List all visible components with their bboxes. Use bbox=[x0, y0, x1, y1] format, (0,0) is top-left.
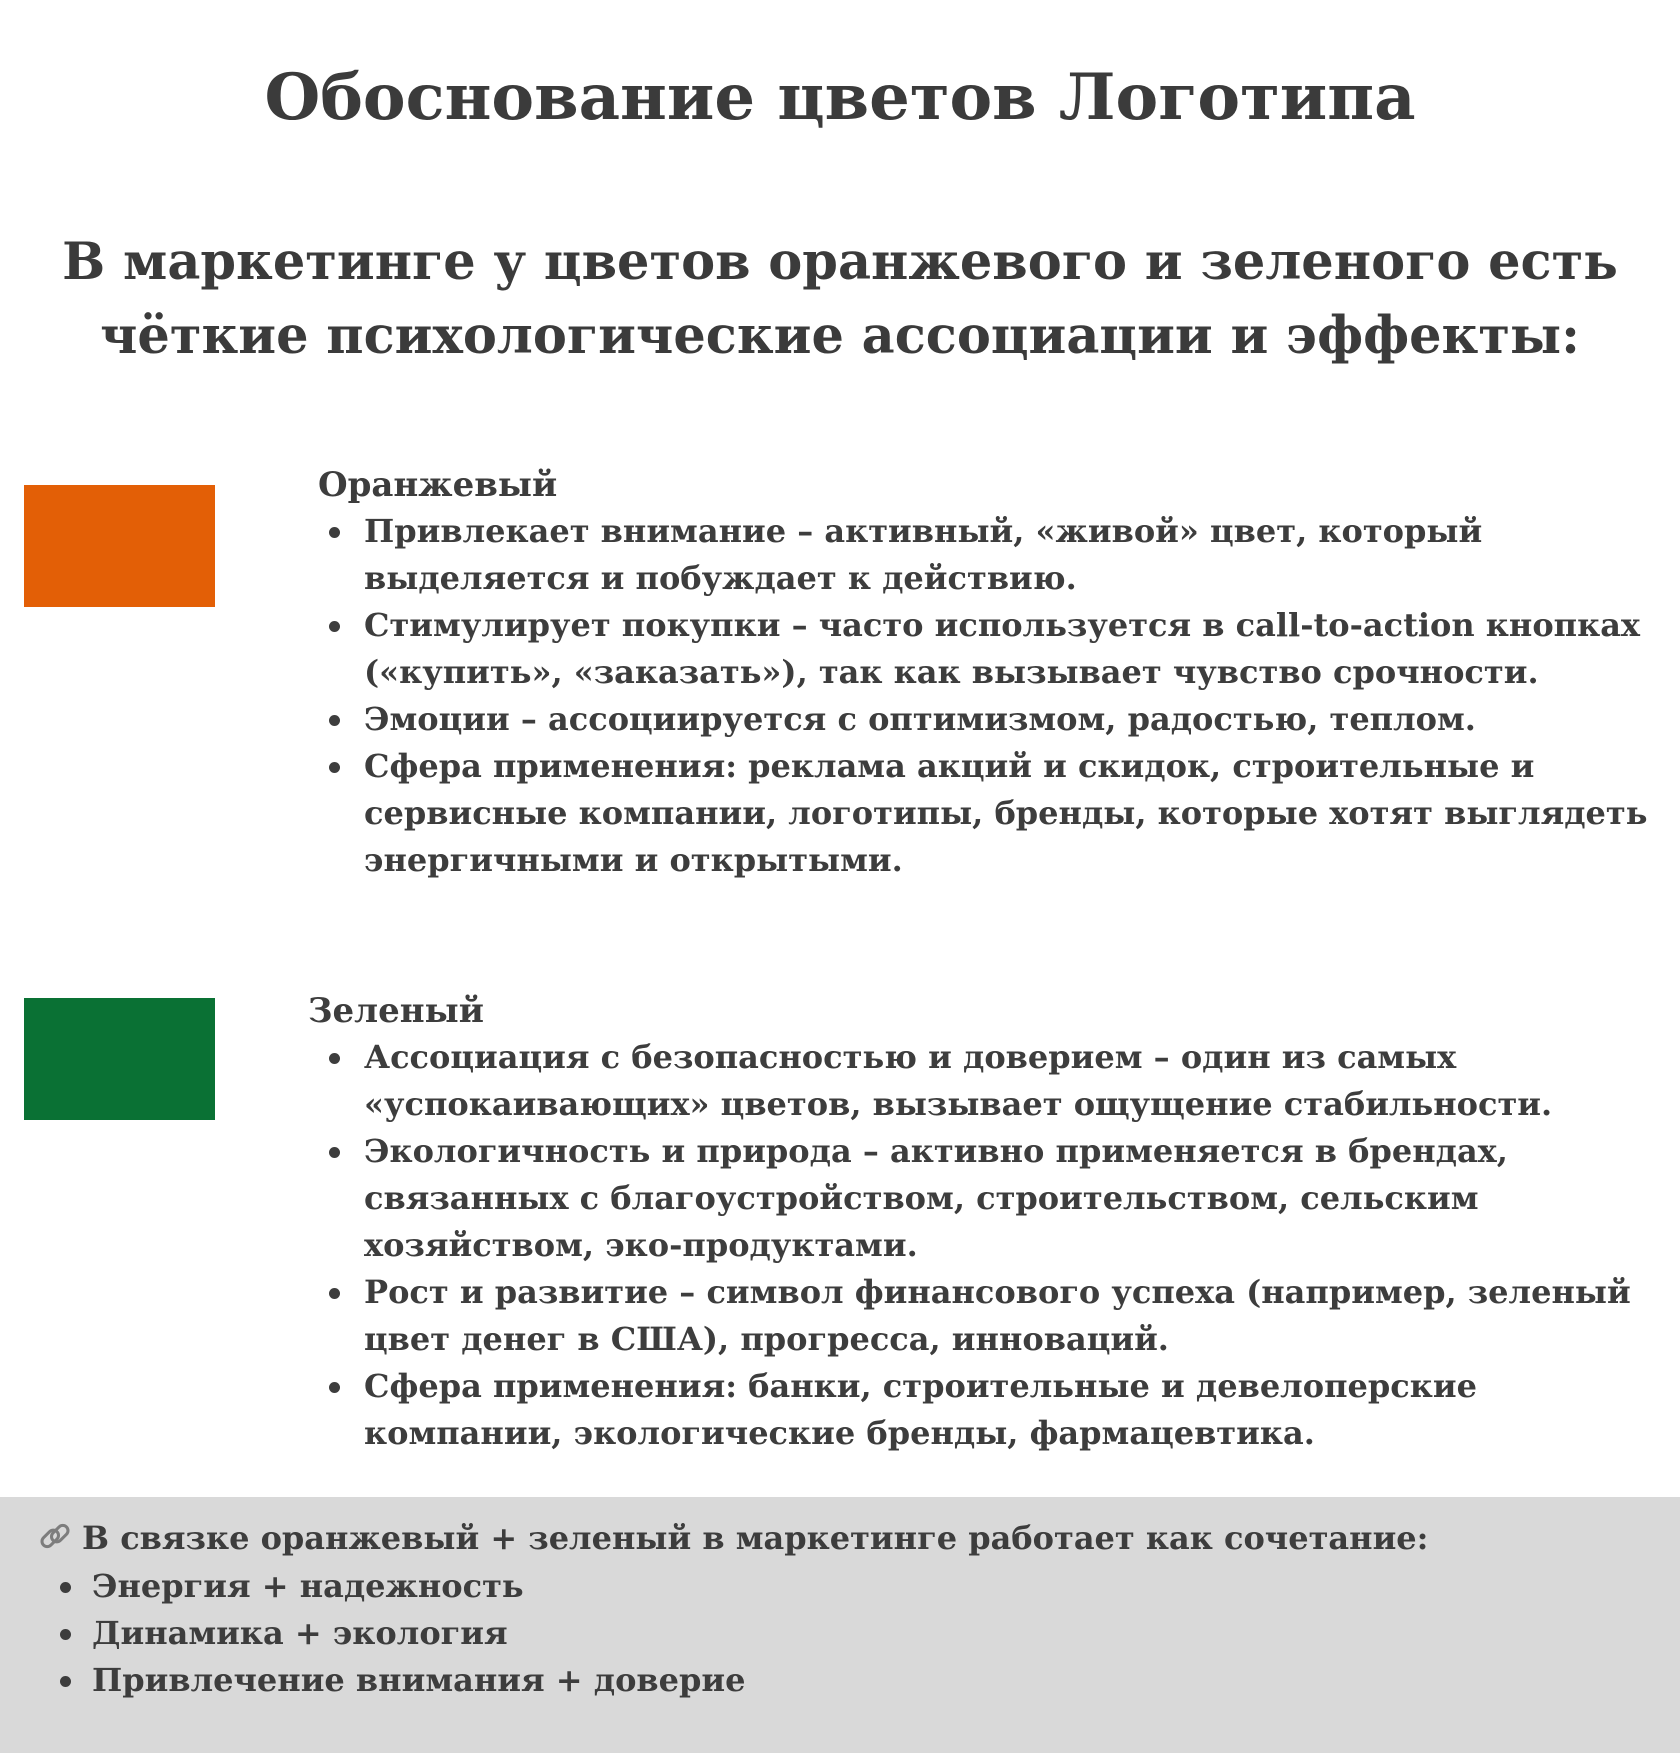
list-item: Ассоциация с безопасностью и доверием – один из самых «успокаивающих» цветов, вызывает ощущение стабильности. bbox=[308, 1034, 1678, 1128]
orange-color-swatch bbox=[24, 485, 215, 607]
footer-bullet-list bbox=[52, 1563, 745, 1704]
list-item: Энергия + надежность bbox=[52, 1563, 745, 1610]
page-title: Обоснование цветов Логотипа bbox=[264, 60, 1416, 135]
footer-heading bbox=[36, 1515, 1428, 1561]
list-item: Динамика + экология bbox=[52, 1610, 745, 1657]
green-color-swatch bbox=[24, 998, 215, 1120]
green-section bbox=[308, 988, 1678, 1457]
orange-bullet-list bbox=[318, 508, 1680, 884]
list-item: Привлечение внимания + доверие bbox=[52, 1657, 745, 1704]
list-item: Экологичность и природа – активно применяется в брендах, связанных с благоустройством, строительством, сельским хозяйством, эко-продуктами. bbox=[308, 1128, 1678, 1269]
list-item: Привлекает внимание – активный, «живой» цвет, который выделяется и побуждает к действию. bbox=[318, 508, 1680, 602]
summary-footer bbox=[0, 1497, 1680, 1753]
list-item: Сфера применения: реклама акций и скидок, строительные и сервисные компании, логотипы, бренды, которые хотят выглядеть энергичными и открытыми. bbox=[318, 743, 1680, 884]
list-item: Эмоции – ассоциируется с оптимизмом, радостью, теплом. bbox=[318, 696, 1680, 743]
list-item: Сфера применения: банки, строительные и девелоперские компании, экологические бренды, фармацевтика. bbox=[308, 1363, 1678, 1457]
green-section-heading: Зеленый bbox=[308, 991, 484, 1031]
list-item: Рост и развитие – символ финансового успеха (например, зеленый цвет денег в США), прогресса, инноваций. bbox=[308, 1269, 1678, 1363]
page-subtitle: В маркетинге у цветов оранжевого и зеленого есть чёткие психологические ассоциации и эффекты: bbox=[62, 232, 1618, 366]
orange-section-heading: Оранжевый bbox=[318, 465, 558, 505]
green-bullet-list bbox=[308, 1034, 1678, 1457]
list-item: Стимулирует покупки – часто используется в call-to-action кнопках («купить», «заказать»), так как вызывает чувство срочности. bbox=[318, 602, 1680, 696]
footer-heading-text: В связке оранжевый + зеленый в маркетинге работает как сочетание: bbox=[82, 1519, 1429, 1557]
orange-section bbox=[318, 462, 1680, 884]
link-icon bbox=[36, 1517, 74, 1555]
